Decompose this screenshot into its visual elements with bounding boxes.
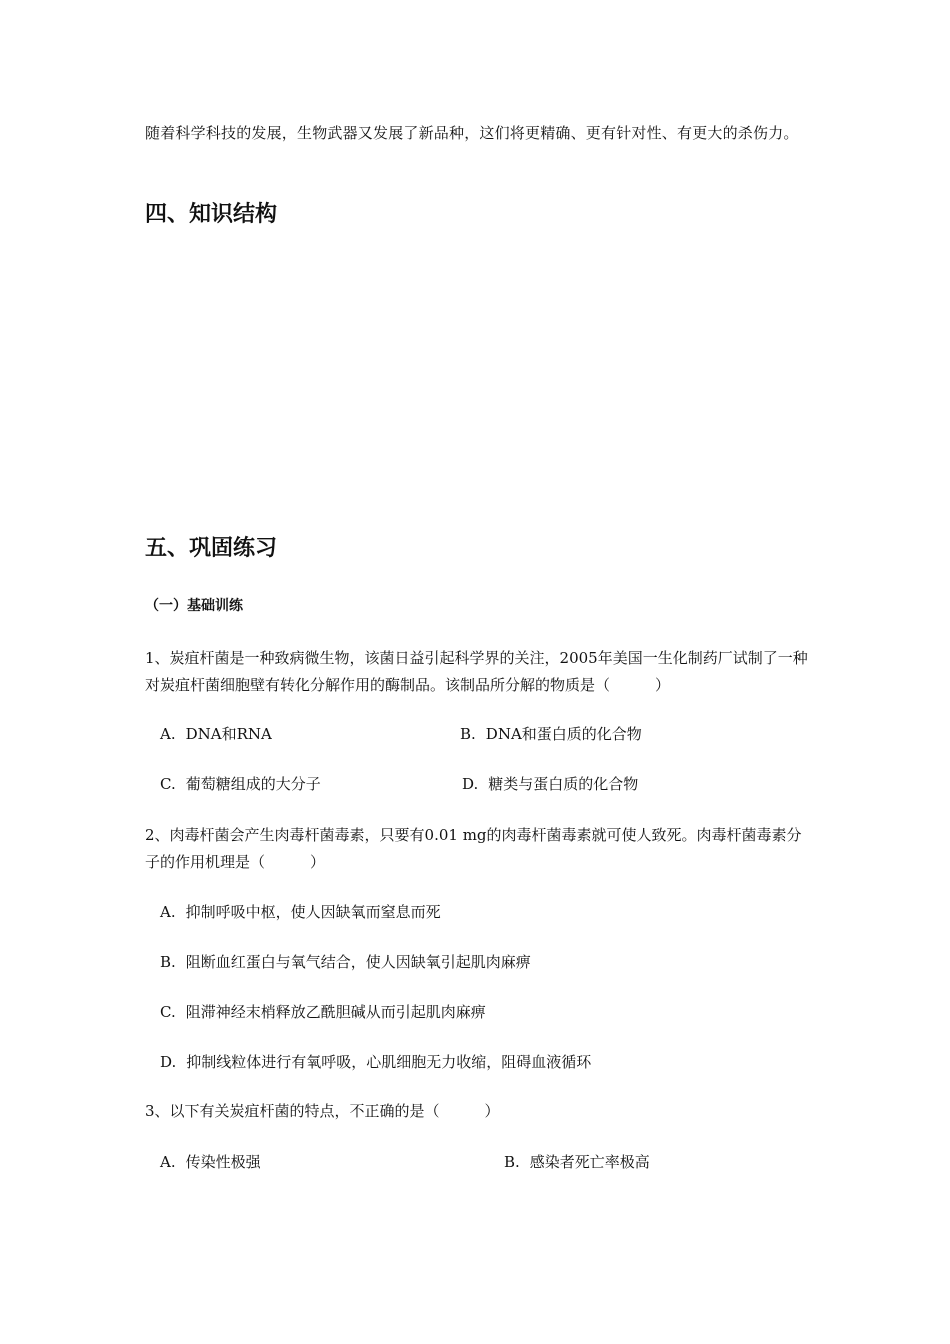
option-text: 抑制呼吸中枢，使人因缺氧而窒息而死 (185, 903, 441, 921)
intro-paragraph: 随着科学科技的发展，生物武器又发展了新品种，这们将更精确、更有针对性、有更大的杀伤力。 (145, 124, 799, 142)
option-text: 抑制线粒体进行有氧呼吸，心肌细胞无力收缩，阻碍血液循环 (186, 1053, 592, 1071)
option-text: 葡萄糖组成的大分子 (185, 775, 321, 793)
question-2: 2、肉毒杆菌会产生肉毒杆菌毒素，只要有0.01 mg的肉毒杆菌毒素就可使人致死。肉毒杆菌毒素分子的作用机理是（ ） (145, 826, 802, 871)
question-3-option-b (504, 1150, 650, 1174)
option-text: 阻滞神经末梢释放乙酰胆碱从而引起肌肉麻痹 (185, 1003, 486, 1021)
question-2-option-d (160, 1050, 591, 1074)
option-letter: A. (160, 1153, 176, 1171)
option-text: 阻断血红蛋白与氧气结合，使人因缺氧引起肌肉麻痹 (185, 953, 531, 971)
option-text: DNA和蛋白质的化合物 (485, 725, 642, 743)
option-letter: C. (160, 775, 176, 793)
option-letter: B. (460, 725, 476, 743)
subsection-heading-basic-training: （一）基础训练 (145, 598, 243, 614)
question-2-option-a (160, 900, 441, 924)
option-letter: D. (462, 775, 479, 793)
option-letter: B. (160, 953, 176, 971)
option-text: DNA和RNA (185, 725, 272, 743)
option-letter: A. (160, 725, 176, 743)
question-2-option-b (160, 950, 531, 974)
section-heading-consolidation-exercises: 五、巩固练习 (145, 536, 278, 561)
option-text: 糖类与蛋白质的化合物 (488, 775, 639, 793)
question-1-option-c (160, 772, 321, 796)
question-1-option-b (460, 722, 642, 746)
question-1-option-a (160, 722, 272, 746)
option-letter: D. (160, 1053, 177, 1071)
option-text: 传染性极强 (185, 1153, 261, 1171)
option-letter: C. (160, 1003, 176, 1021)
section-heading-knowledge-structure: 四、知识结构 (145, 202, 278, 227)
question-1: 1、炭疽杆菌是一种致病微生物，该菌日益引起科学界的关注，2005年美国一生化制药厂试制了一种对炭疽杆菌细胞壁有转化分解作用的酶制品。该制品所分解的物质是（ ） (145, 649, 808, 694)
question-3-option-a (160, 1150, 261, 1174)
question-3: 3、以下有关炭疽杆菌的特点，不正确的是（ ） (145, 1102, 500, 1120)
option-letter: B. (504, 1153, 520, 1171)
option-text: 感染者死亡率极高 (529, 1153, 650, 1171)
question-2-option-c (160, 1000, 486, 1024)
question-1-option-d (462, 772, 638, 796)
option-letter: A. (160, 903, 176, 921)
